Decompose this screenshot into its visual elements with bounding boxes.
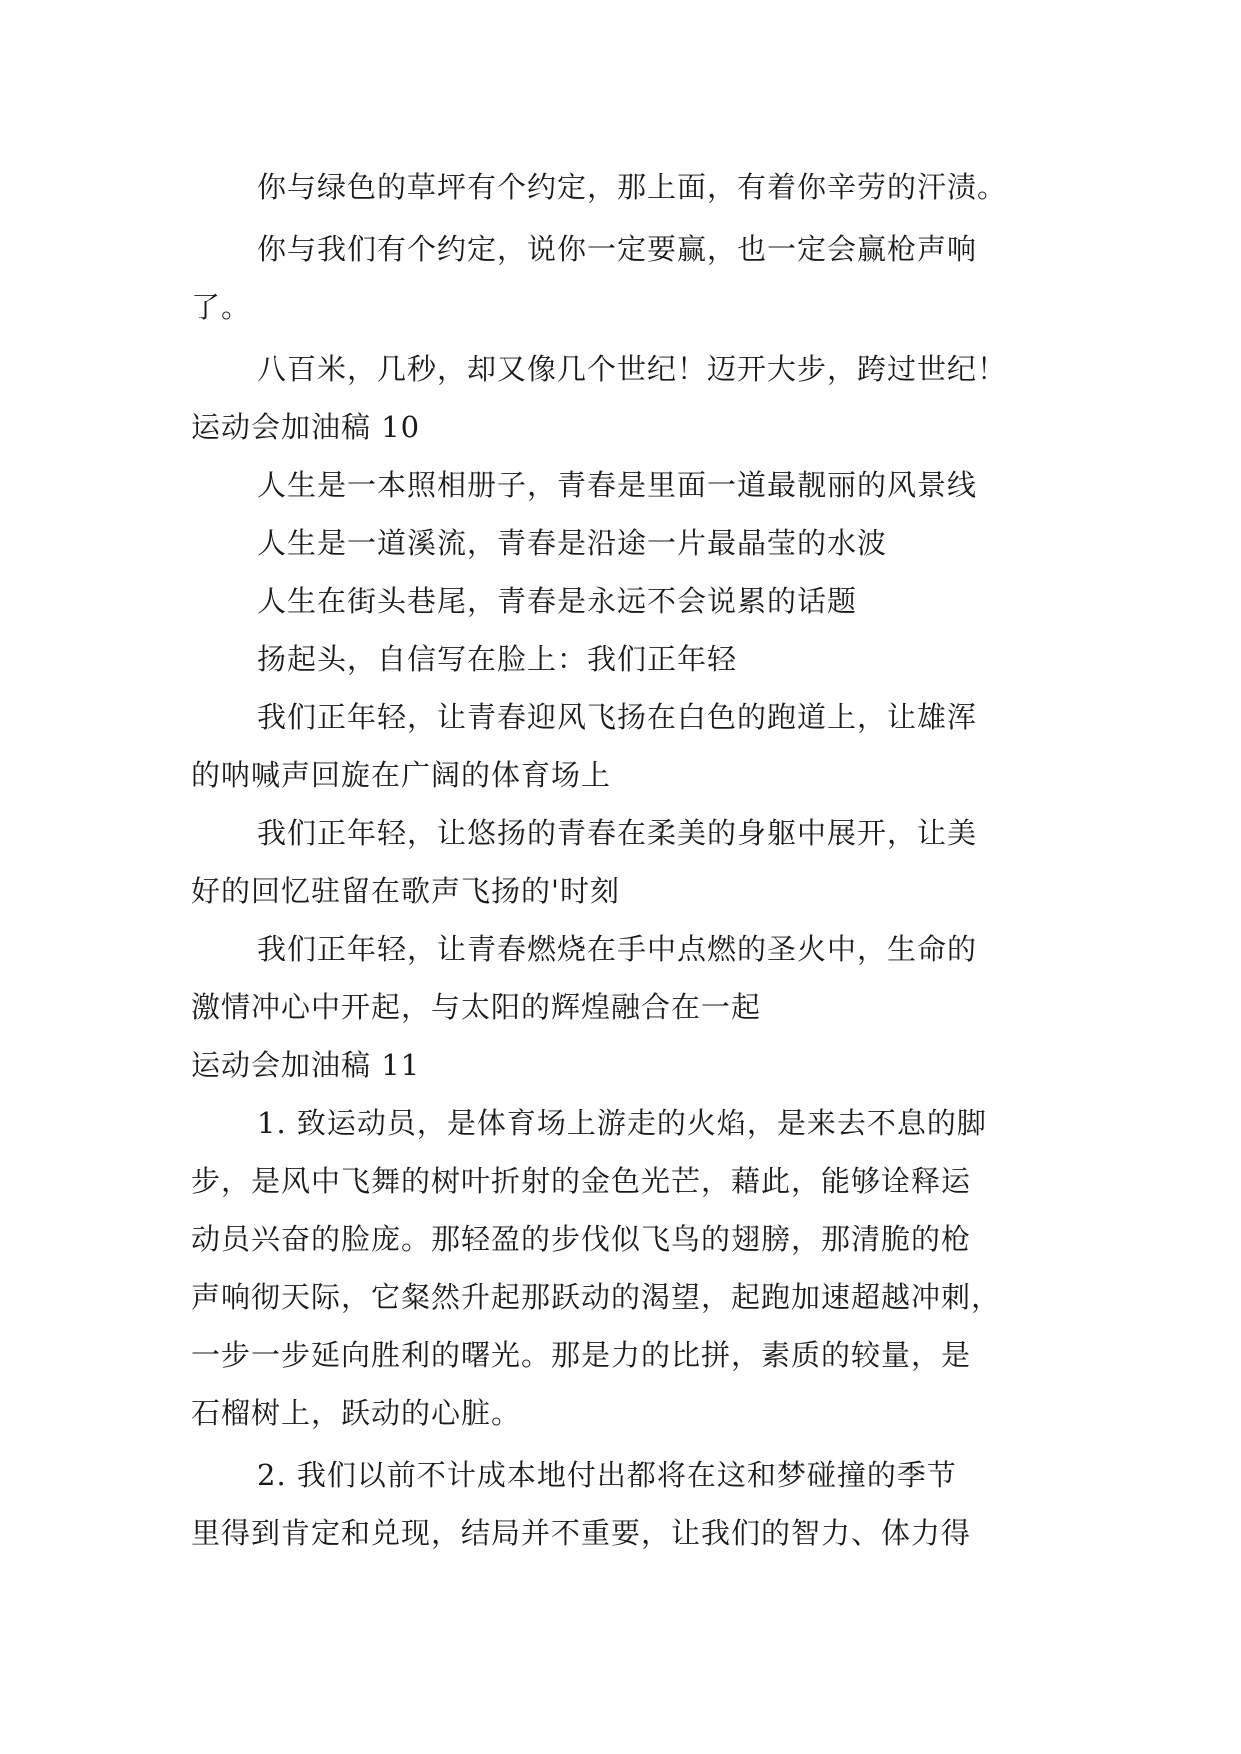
paragraph-line: 你与绿色的草坪有个约定，那上面，有着你辛劳的汗渍。 xyxy=(257,170,1008,204)
paragraph-line: 八百米，几秒，却又像几个世纪！迈开大步，跨过世纪！ xyxy=(257,352,1008,386)
paragraph-line: 声响彻天际，它粲然升起那跃动的渴望，起跑加速超越冲刺， xyxy=(191,1280,1002,1314)
paragraph-line: 我们正年轻，让青春燃烧在手中点燃的圣火中，生命的 xyxy=(257,932,978,966)
paragraph-line: 动员兴奋的脸庞。那轻盈的步伐似飞鸟的翅膀，那清脆的枪 xyxy=(191,1222,972,1256)
paragraph-line: 激情冲心中开起，与太阳的辉煌融合在一起 xyxy=(191,990,762,1024)
paragraph-line: 人生是一本照相册子，青春是里面一道最靓丽的风景线 xyxy=(257,468,978,502)
paragraph-line: 石榴树上，跃动的心脏。 xyxy=(191,1396,522,1430)
paragraph-line: 的呐喊声回旋在广阔的体育场上 xyxy=(191,758,612,792)
paragraph-line: 了。 xyxy=(191,290,252,324)
paragraph-line: 好的回忆驻留在歌声飞扬的'时刻 xyxy=(191,874,620,908)
document-body xyxy=(191,158,1053,1562)
section-heading: 运动会加油稿 11 xyxy=(191,1048,421,1082)
paragraph-line: 扬起头，自信写在脸上：我们正年轻 xyxy=(257,642,738,676)
paragraph-line: 步，是风中飞舞的树叶折射的金色光芒，藉此，能够诠释运 xyxy=(191,1164,972,1198)
paragraph-line: 1. 致运动员，是体育场上游走的火焰，是来去不息的脚 xyxy=(257,1106,987,1140)
paragraph-line: 人生是一道溪流，青春是沿途一片最晶莹的水波 xyxy=(257,526,888,560)
paragraph-line: 人生在街头巷尾，青春是永远不会说累的话题 xyxy=(257,584,858,618)
paragraph-line: 2. 我们以前不计成本地付出都将在这和梦碰撞的季节 xyxy=(257,1458,957,1492)
paragraph-line: 你与我们有个约定，说你一定要赢，也一定会赢枪声响 xyxy=(257,232,978,266)
paragraph-line: 里得到肯定和兑现，结局并不重要，让我们的智力、体力得 xyxy=(191,1516,972,1550)
section-heading: 运动会加油稿 10 xyxy=(191,410,421,444)
paragraph-line: 我们正年轻，让悠扬的青春在柔美的身躯中展开，让美 xyxy=(257,816,978,850)
paragraph-line: 一步一步延向胜利的曙光。那是力的比拼，素质的较量，是 xyxy=(191,1338,972,1372)
paragraph-line: 我们正年轻，让青春迎风飞扬在白色的跑道上，让雄浑 xyxy=(257,700,978,734)
